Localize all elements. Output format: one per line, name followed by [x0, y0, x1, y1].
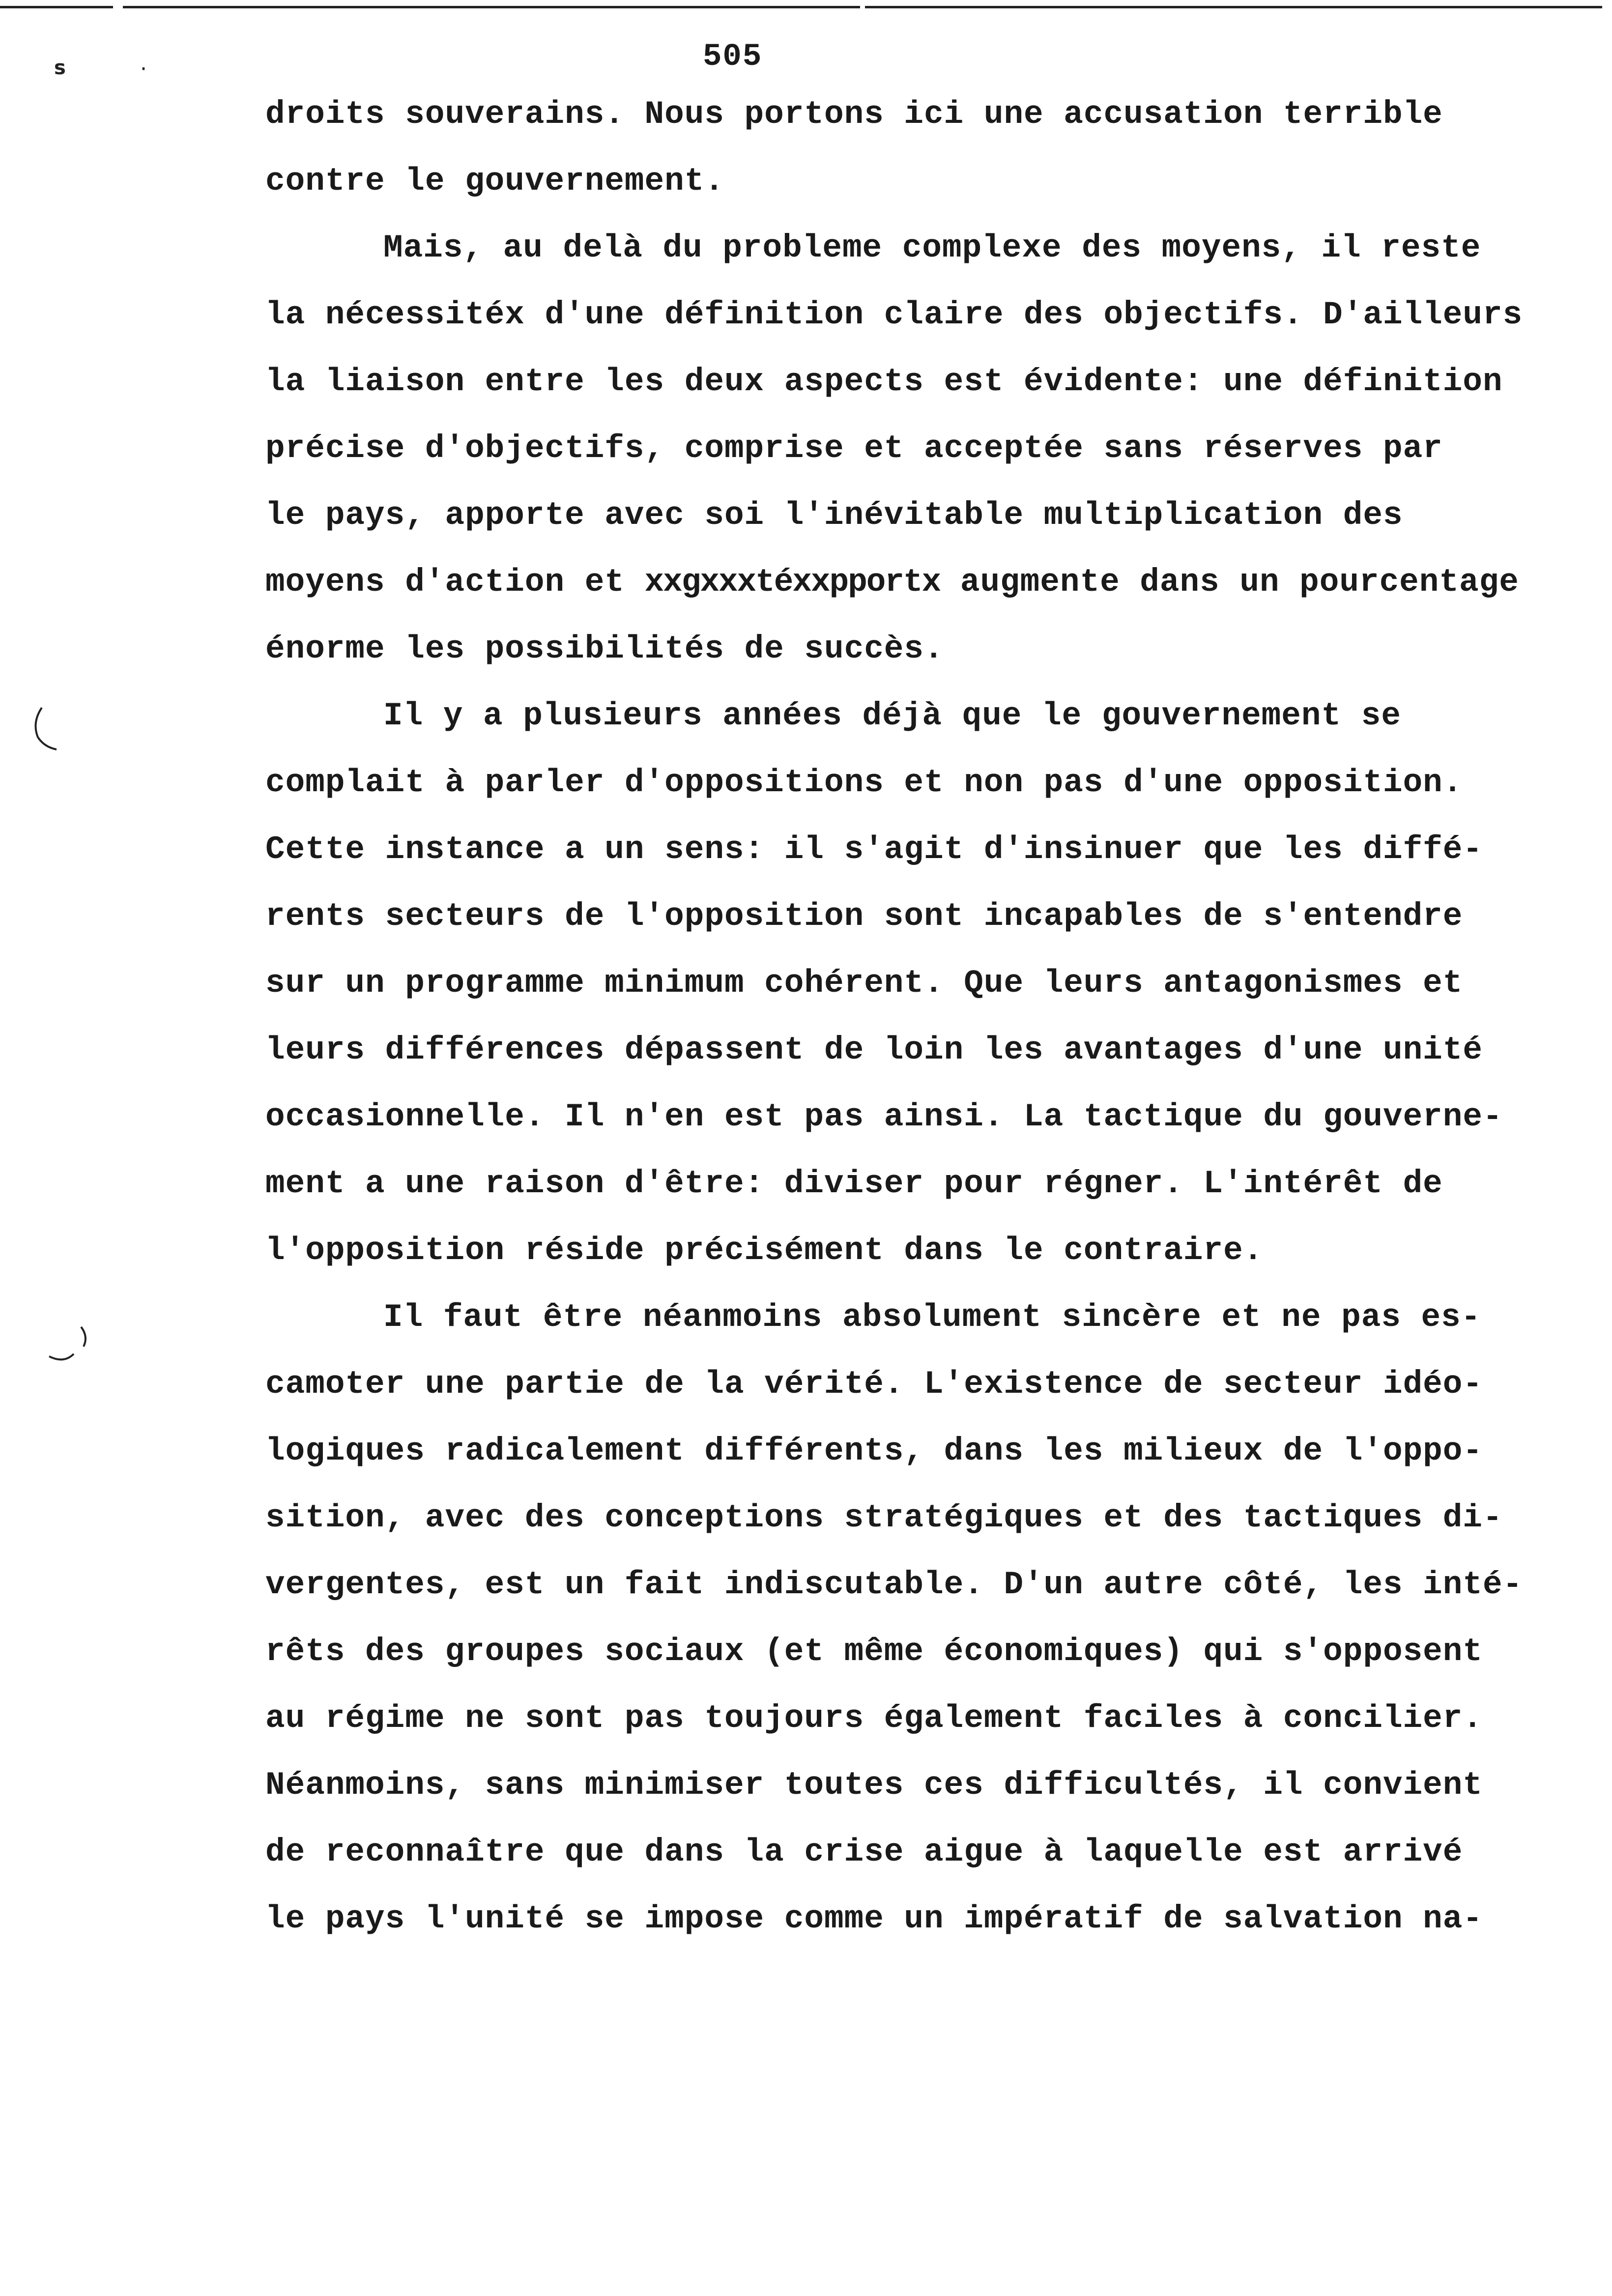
text-line: complait à parler d'oppositions et non pas d'une opposition.: [265, 764, 1463, 801]
text-line: Il y a plusieurs années déjà que le gouvernement se: [383, 697, 1401, 734]
top-rule-right: [865, 6, 1602, 8]
text-line: Il faut être néanmoins absolument sincère et ne pas es-: [383, 1299, 1481, 1336]
typewritten-body: [265, 81, 1568, 1952]
text-line: de reconnaître que dans la crise aigue à laquelle est arrivé: [265, 1834, 1463, 1870]
margin-mark-dot: ·: [140, 57, 147, 82]
struck-out-text: xxgxxxtéxxpportx: [644, 564, 941, 601]
text-line: occasionnelle. Il n'en est pas ainsi. La tactique du gouverne-: [265, 1098, 1503, 1135]
text-line: énorme les possibilités de succès.: [265, 631, 944, 667]
text-line-with-strikeover: [265, 549, 1568, 616]
text-line: l'opposition réside précisément dans le contraire.: [265, 1232, 1264, 1269]
margin-mark-s: s: [54, 57, 66, 79]
top-rule-left: [0, 6, 113, 8]
text-line: au régime ne sont pas toujours également faciles à concilier.: [265, 1700, 1483, 1737]
margin-bracket-lower: [44, 1322, 98, 1366]
text-line: la nécessitéx d'une définition claire des objectifs. D'ailleurs: [265, 296, 1523, 333]
text-line: droits souverains. Nous portons ici une accusation terrible: [265, 96, 1443, 133]
text-line: précise d'objectifs, comprise et acceptée sans réserves par: [265, 430, 1443, 467]
text-line: le pays l'unité se impose comme un impératif de salvation na-: [265, 1900, 1483, 1937]
text-line: la liaison entre les deux aspects est évidente: une définition: [265, 363, 1503, 400]
text-segment: augmente dans un pourcentage: [940, 564, 1519, 601]
text-line: le pays, apporte avec soi l'inévitable multiplication des: [265, 497, 1403, 534]
page-number: 505: [703, 39, 763, 75]
text-line: leurs différences dépassent de loin les avantages d'une unité: [265, 1032, 1483, 1068]
text-line: camoter une partie de la vérité. L'existence de secteur idéo-: [265, 1366, 1483, 1403]
text-line: sition, avec des conceptions stratégiques et des tactiques di-: [265, 1499, 1503, 1536]
text-line: sur un programme minimum cohérent. Que leurs antagonismes et: [265, 965, 1463, 1002]
text-line: vergentes, est un fait indiscutable. D'un autre côté, les inté-: [265, 1566, 1523, 1603]
margin-bracket-upper: [27, 703, 61, 757]
top-rule-middle: [123, 6, 860, 8]
text-line: rêts des groupes sociaux (et même économiques) qui s'opposent: [265, 1633, 1483, 1670]
text-line: contre le gouvernement.: [265, 163, 724, 200]
text-line: Mais, au delà du probleme complexe des moyens, il reste: [383, 230, 1481, 266]
text-segment: moyens d'action et: [265, 564, 645, 601]
text-line: rents secteurs de l'opposition sont incapables de s'entendre: [265, 898, 1463, 935]
text-line: Cette instance a un sens: il s'agit d'insinuer que les diffé-: [265, 831, 1483, 868]
text-line: Néanmoins, sans minimiser toutes ces difficultés, il convient: [265, 1767, 1483, 1804]
text-line: ment a une raison d'être: diviser pour régner. L'intérêt de: [265, 1165, 1443, 1202]
text-line: logiques radicalement différents, dans les milieux de l'oppo-: [265, 1433, 1483, 1469]
